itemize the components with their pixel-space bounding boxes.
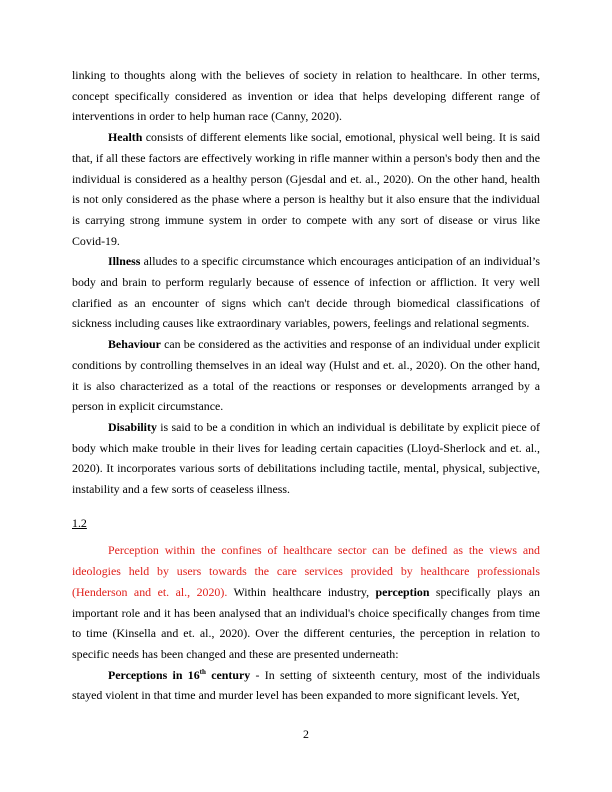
document-page	[72, 65, 540, 706]
term-16th-century	[108, 668, 250, 682]
section-number: 1.2	[72, 515, 87, 530]
paragraph-health	[72, 127, 540, 251]
16th-century-text: - In setting of sixteenth century, most of the individuals stayed violent in that time and murder level has been expanded to more significant levels. Yet,	[72, 667, 541, 703]
paragraph-16th-century	[72, 665, 540, 706]
section-heading	[72, 513, 540, 534]
term-disability: Disability	[108, 419, 157, 434]
term-16th-suffix: century	[205, 667, 251, 682]
disability-text: is said to be a condition in which an individual is debilitate by explicit piece of body which make trouble in their lives for leading certain capacities (Lloyd-Sherlock and et. al., 2020). It incorporates various sorts of debilitations including tactile, mental, physical, subjective, instability and a few sorts of ceaseless illness.	[72, 419, 540, 497]
paragraph-illness	[72, 251, 540, 334]
perception-text-1: Within healthcare industry,	[227, 584, 376, 599]
illness-text: alludes to a specific circumstance which encourages anticipation of an individual’s body and brain to perform regularly because of essence of infection or affliction. It very well clarified as an encounter of signs which can't decide through biomedical classifications of sickness including causes like extraordinary variables, powers, feelings and relational segments.	[72, 254, 540, 331]
perception-red-text: Perception within the confines of healthcare sector can be defined as the views and ideologies held by users towards the care services provided by healthcare professionals (Henderson and et. al., 2020).	[72, 543, 540, 599]
behaviour-text: can be considered as the activities and response of an individual under explicit conditions by controlling themselves in an ideal way (Hulst and et. al., 2020). On the other hand, it is also characterized as a total of the reactions or responses or developments arranged by a person in explicit circumstance.	[72, 337, 540, 414]
health-text: consists of different elements like social, emotional, physical well being. It is said that, if all these factors are effectively working in rifle manner within a person's body then and the individual is considered as a healthy person (Gjesdal and et. al., 2020). On the other hand, health is not only considered as the phase where a person is healthy but it also ensure that the individual is carrying strong immune system in order to compete with any sort of disease or virus like Covid-19.	[72, 130, 540, 248]
paragraph-intro: linking to thoughts along with the believes of society in relation to healthcare. In other terms, concept specifically considered as invention or idea that helps developing different range of interventions in order to help human race (Canny, 2020).	[72, 68, 540, 124]
term-behaviour: Behaviour	[108, 337, 161, 352]
term-illness: Illness	[108, 254, 141, 269]
term-health: Health	[108, 130, 143, 145]
term-perception: perception	[375, 584, 430, 599]
term-16th-sup: th	[199, 667, 206, 676]
paragraph-behaviour	[72, 334, 540, 417]
paragraph-perception	[72, 540, 540, 664]
paragraph-disability	[72, 417, 540, 500]
perception-text-2: specifically plays an important role and it has been analysed that an individual's choice specifically changes from time to time (Kinsella and et. al., 2020). Over the different centuries, the perception in relation to specific needs has been changed and these are presented underneath:	[72, 584, 540, 661]
term-16th-prefix: Perceptions in 16	[108, 667, 200, 682]
page-number: 2	[303, 727, 309, 741]
